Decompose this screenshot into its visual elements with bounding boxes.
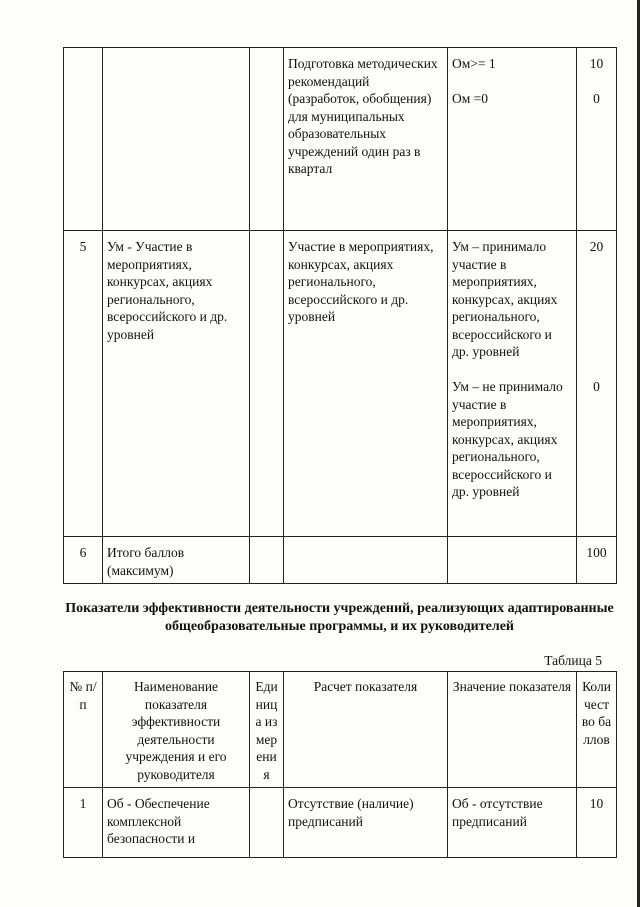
points-cell — [577, 537, 617, 584]
indicator-name: Ум - Участие в мероприятиях, конкурсах, акциях регионального, всероссийского и др. уровней — [103, 231, 250, 537]
points-value: 0 — [593, 91, 600, 106]
value-cell: Об - отсутствие предписаний — [448, 788, 577, 858]
table-header-row — [64, 672, 617, 788]
indicator-name — [103, 48, 250, 231]
value-option: Ом =0 — [452, 91, 489, 106]
criteria-table-5 — [63, 671, 617, 858]
points-value: 100 — [586, 545, 607, 560]
row-number: 5 — [64, 231, 103, 537]
header-calc: Расчет показателя — [284, 672, 448, 788]
unit-cell — [250, 48, 284, 231]
indicator-name: Об - Обеспечение комплексной безопасности и — [103, 788, 250, 858]
header-indicator: Наименование показателя эффективности деятельности учреждения и его руководителя — [103, 672, 250, 788]
calc-cell: Отсутствие (наличие) предписаний — [284, 788, 448, 858]
row-number — [64, 48, 103, 231]
value-option: Ум – не принимало участие в мероприятиях, конкурсах, акциях регионального, всероссийского и др. уровней — [452, 379, 563, 499]
calc-cell — [284, 537, 448, 584]
calc-cell: Участие в мероприятиях, конкурсах, акциях регионального, всероссийского и др. уровней — [284, 231, 448, 537]
value-cell — [448, 231, 577, 537]
unit-cell — [250, 788, 284, 858]
indicator-name: Итого баллов (максимум) — [103, 537, 250, 584]
table-row — [64, 788, 617, 858]
table-row — [64, 231, 617, 537]
points-value: 0 — [593, 378, 600, 394]
criteria-table-continued — [63, 47, 617, 584]
row-number: 6 — [64, 537, 103, 584]
unit-cell — [250, 231, 284, 537]
value-option: Ум – принимало участие в мероприятиях, конкурсах, акциях регионального, всероссийского и др. уровней — [452, 239, 558, 359]
header-value: Значение показателя — [448, 672, 577, 788]
points-cell — [577, 231, 617, 537]
header-unit: Единица измерения — [250, 672, 284, 788]
calc-cell: Подготовка методических рекомендаций (разработок, обобщения) для муниципальных образовательных учреждений один раз в квартал — [284, 48, 448, 231]
points-cell — [577, 48, 617, 231]
points-cell: 10 — [577, 788, 617, 858]
value-cell — [448, 537, 577, 584]
value-cell — [448, 48, 577, 231]
row-number: 1 — [64, 788, 103, 858]
header-points: Количество баллов — [577, 672, 617, 788]
section-heading: Показатели эффективности деятельности учреждений, реализующих адаптированные общеобразовательные программы, и их руководителей — [65, 601, 614, 634]
table-row — [64, 48, 617, 231]
unit-cell — [250, 537, 284, 584]
points-value: 20 — [589, 239, 604, 254]
header-num: № п/п — [64, 672, 103, 788]
points-value: 10 — [589, 56, 604, 71]
table-number: Таблица 5 — [544, 653, 602, 668]
value-option: Ом>= 1 — [452, 56, 496, 71]
table-row — [64, 537, 617, 584]
